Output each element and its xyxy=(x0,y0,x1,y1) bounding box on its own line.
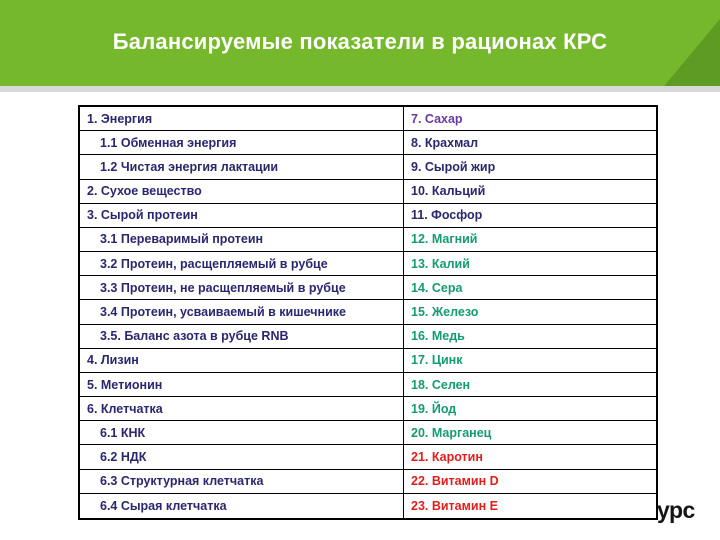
table-cell: 6.1 КНК xyxy=(80,421,404,445)
table-cell: 10. Кальций xyxy=(404,180,656,204)
table-cell: 6. Клетчатка xyxy=(80,397,404,421)
indicators-table xyxy=(78,105,658,520)
divider-strip xyxy=(0,86,720,92)
table-cell: 6.3 Структурная клетчатка xyxy=(80,470,404,494)
table-cell: 22. Витамин D xyxy=(404,470,656,494)
table-cell: 2. Сухое вещество xyxy=(80,180,404,204)
table-cell: 6.4 Сырая клетчатка xyxy=(80,494,404,518)
table-cell: 15. Железо xyxy=(404,300,656,324)
table-cell: 21. Каротин xyxy=(404,445,656,469)
logo-text-partial: урс xyxy=(657,497,695,523)
table-cell: 1.1 Обменная энергия xyxy=(80,131,404,155)
table-cell: 5. Метионин xyxy=(80,373,404,397)
table-cell: 7. Сахар xyxy=(404,107,656,131)
table-cell: 9. Сырой жир xyxy=(404,155,656,179)
table-cell: 3.2 Протеин, расщепляемый в рубце xyxy=(80,252,404,276)
table-cell: 14. Сера xyxy=(404,276,656,300)
table-cell: 3.1 Переваримый протеин xyxy=(80,228,404,252)
table-cell: 17. Цинк xyxy=(404,349,656,373)
table-cell: 23. Витамин E xyxy=(411,498,498,513)
table-cell: 3.3 Протеин, не расщепляемый в рубце xyxy=(80,276,404,300)
table-cell: 13. Калий xyxy=(404,252,656,276)
table-cell: 8. Крахмал xyxy=(404,131,656,155)
table-cell: 11. Фосфор xyxy=(404,204,656,228)
table-cell: 1. Энергия xyxy=(80,107,404,131)
table-cell: 18. Селен xyxy=(404,373,656,397)
table-cell: 3. Сырой протеин xyxy=(80,204,404,228)
table-cell: 16. Медь xyxy=(404,325,656,349)
table-cell: 1.2 Чистая энергия лактации xyxy=(80,155,404,179)
table-cell: 3.4 Протеин, усваиваемый в кишечнике xyxy=(80,300,404,324)
table-cell: 20. Марганец xyxy=(404,421,656,445)
table-cell: 4. Лизин xyxy=(80,349,404,373)
table-cell: 19. Йод xyxy=(404,397,656,421)
table-cell: 3.5. Баланс азота в рубце RNB xyxy=(80,325,404,349)
page-title: Балансируемые показатели в рационах КРС xyxy=(112,29,608,54)
table-cell: 6.2 НДК xyxy=(80,445,404,469)
table-cell: 12. Магний xyxy=(404,228,656,252)
